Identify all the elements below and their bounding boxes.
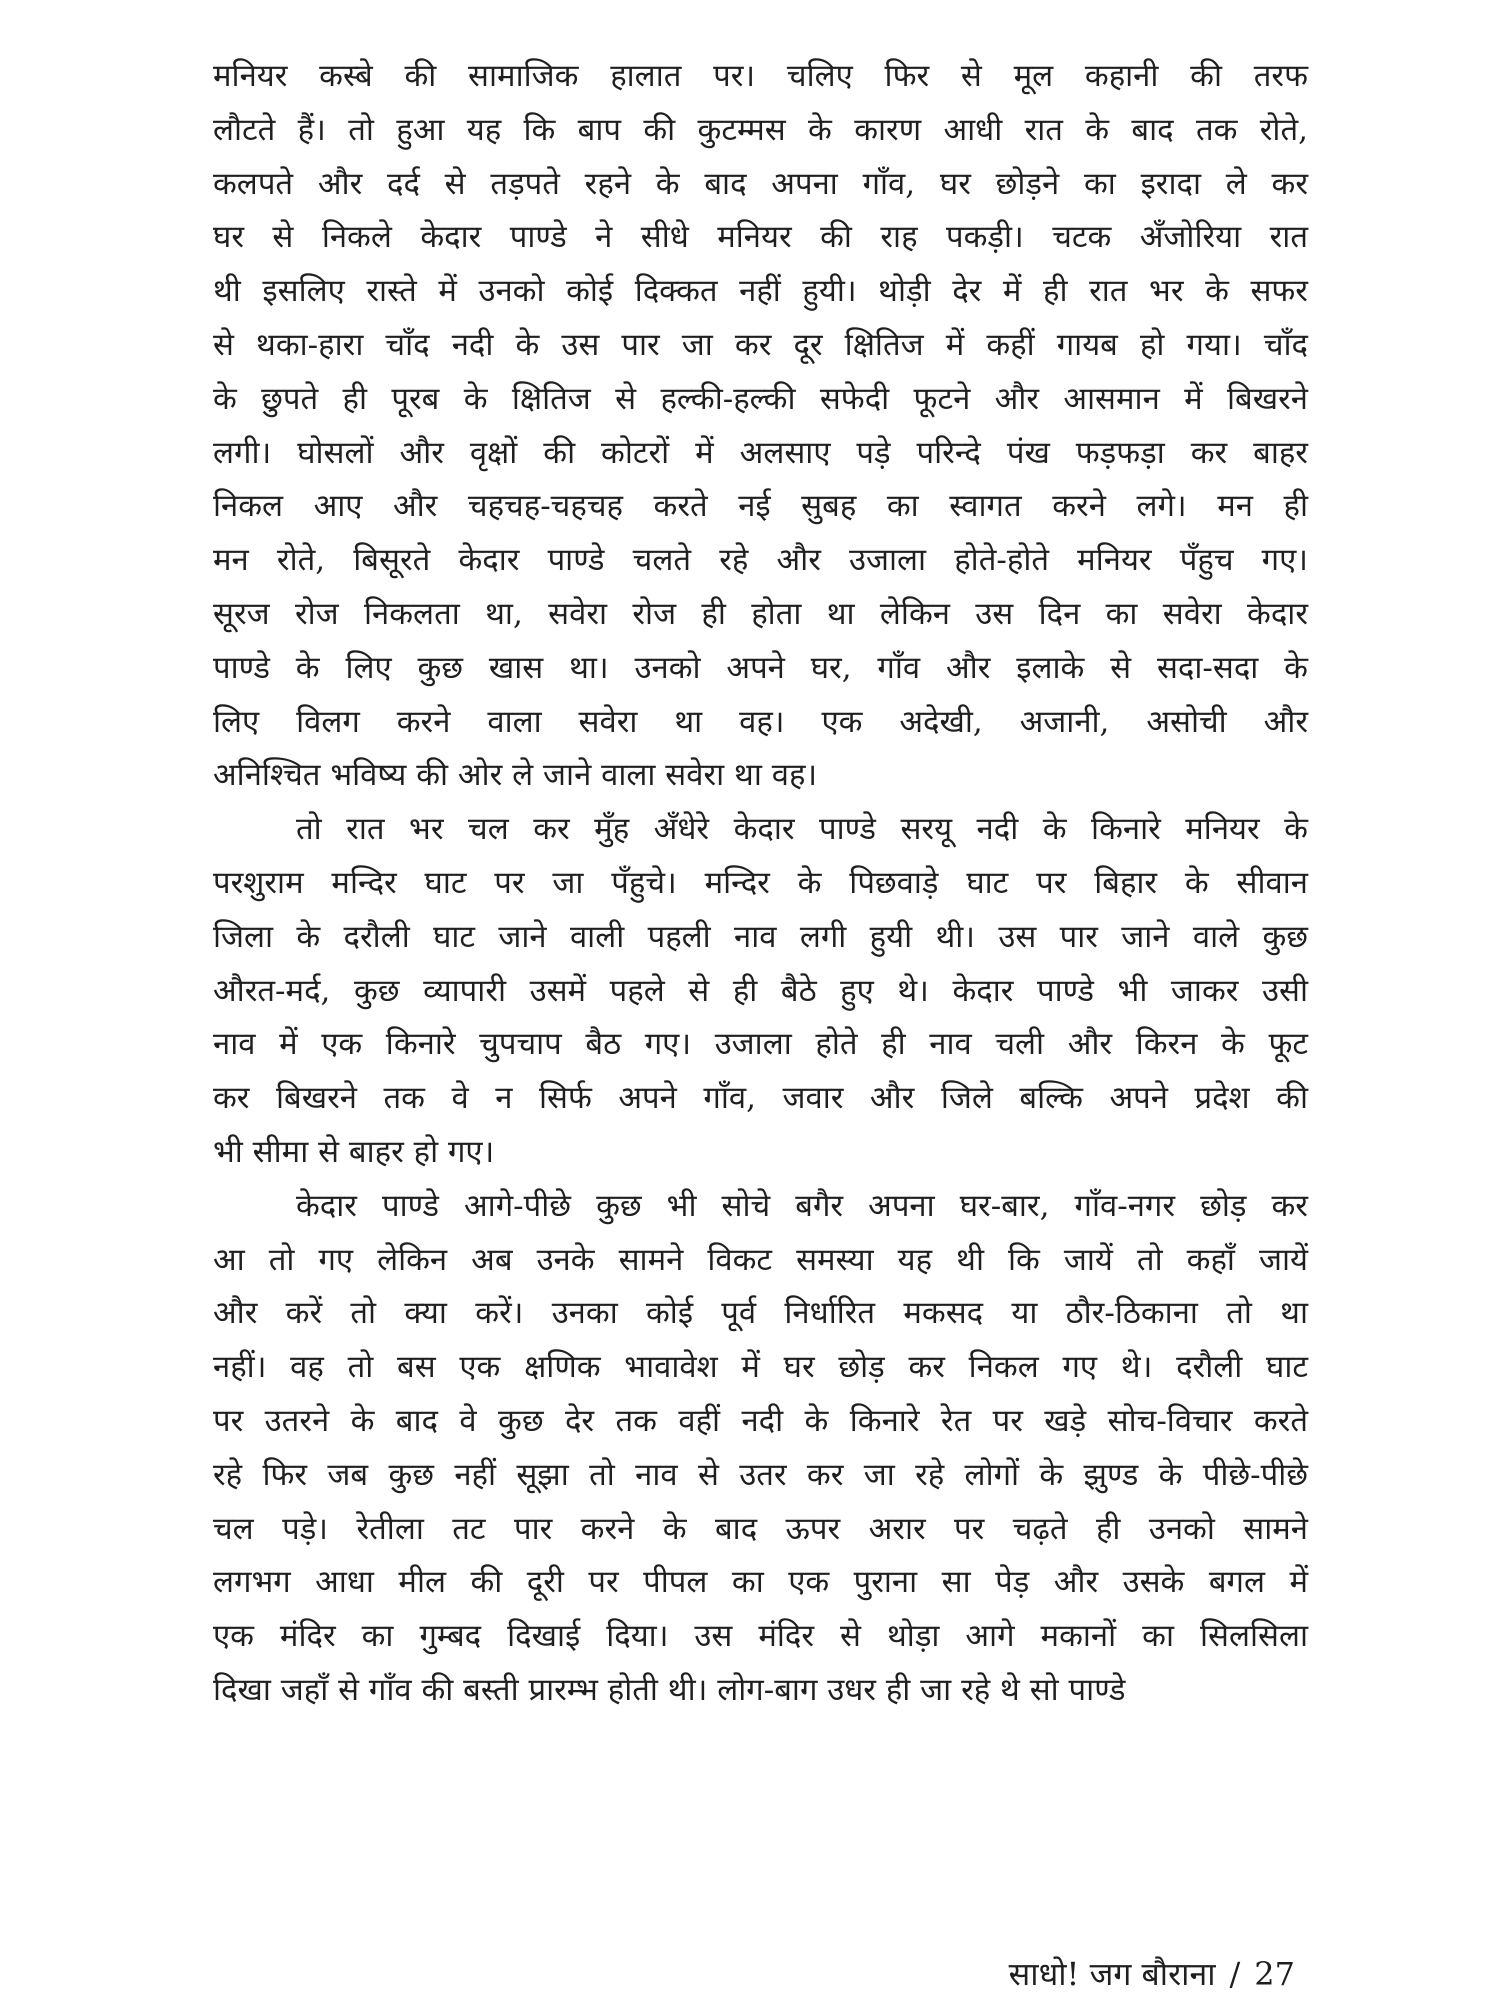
text-line: दिखा जहाँ से गाँव की बस्ती प्रारम्भ होती थी। लोग-बाग उधर ही जा रहे थे सो पाण्डे xyxy=(213,1671,1126,1708)
text-line: अनिश्चित भविष्य की ओर ले जाने वाला सवेरा था वह। xyxy=(213,757,818,794)
text-line: लगभग आधा मील की दूरी पर पीपल का एक पुराना सा पेड़ और उसके बगल में xyxy=(213,1564,1308,1601)
text-line: रहे फिर जब कुछ नहीं सूझा तो नाव से उतर कर जा रहे लोगों के झुण्ड के पीछे-पीछे xyxy=(213,1456,1308,1493)
page-footer xyxy=(1009,1954,1295,2000)
text-line: लिए विलग करने वाला सवेरा था वह। एक अदेखी, अजानी, असोची और xyxy=(213,703,1308,740)
footer-separator: / xyxy=(1229,1955,1241,1993)
text-line: थी इसलिए रास्ते में उनको कोई दिक्कत नहीं हुयी। थोड़ी देर में ही रात भर के सफर xyxy=(213,273,1308,310)
text-line: पाण्डे के लिए कुछ खास था। उनको अपने घर, गाँव और इलाके से सदा-सदा के xyxy=(213,649,1308,686)
text-line: नाव में एक किनारे चुपचाप बैठ गए। उजाला होते ही नाव चली और किरन के फूट xyxy=(213,1026,1308,1063)
text-line: पर उतरने के बाद वे कुछ देर तक वहीं नदी के किनारे रेत पर खड़े सोच-विचार करते xyxy=(213,1402,1308,1439)
text-line: मन रोते, बिसूरते केदार पाण्डे चलते रहे और उजाला होते-होते मनियर पँहुच गए। xyxy=(213,542,1308,579)
text-line: केदार पाण्डे आगे-पीछे कुछ भी सोचे बगैर अपना घर-बार, गाँव-नगर छोड़ कर xyxy=(296,1187,1308,1224)
text-line: कर बिखरने तक वे न सिर्फ अपने गाँव, जवार और जिले बल्कि अपने प्रदेश की xyxy=(213,1080,1308,1117)
paragraph xyxy=(213,803,1308,1180)
page-number: 27 xyxy=(1254,1955,1295,1993)
text-line: सूरज रोज निकलता था, सवेरा रोज ही होता था लेकिन उस दिन का सवेरा केदार xyxy=(213,595,1308,632)
text-line: के छुपते ही पूरब के क्षितिज से हल्की-हल्की सफेदी फूटने और आसमान में बिखरने xyxy=(213,380,1308,417)
text-line: औरत-मर्द, कुछ व्यापारी उसमें पहले से ही बैठे हुए थे। केदार पाण्डे भी जाकर उसी xyxy=(213,972,1308,1009)
text-line: मनियर कस्बे की सामाजिक हालात पर। चलिए फिर से मूल कहानी की तरफ xyxy=(213,58,1308,94)
text-line: भी सीमा से बाहर हो गए। xyxy=(213,1133,495,1170)
book-title: साधो! जग बौराना xyxy=(1008,1955,1216,1993)
text-line: आ तो गए लेकिन अब उनके सामने विकट समस्या यह थी कि जायें तो कहाँ जायें xyxy=(213,1241,1308,1278)
body-text xyxy=(213,50,1308,1718)
text-line: निकल आए और चहचह-चहचह करते नई सुबह का स्वागत करने लगे। मन ही xyxy=(213,488,1308,525)
text-line: जिला के दरौली घाट जाने वाली पहली नाव लगी हुयी थी। उस पार जाने वाले कुछ xyxy=(213,918,1308,955)
text-line: घर से निकले केदार पाण्डे ने सीधे मनियर की राह पकड़ी। चटक अँजोरिया रात xyxy=(213,219,1308,256)
text-line: लगी। घोसलों और वृक्षों की कोटरों में अलसाए पड़े परिन्दे पंख फड़फड़ा कर बाहर xyxy=(213,434,1308,471)
text-line: और करें तो क्या करें। उनका कोई पूर्व निर्धारित मकसद या ठौर-ठिकाना तो था xyxy=(213,1295,1308,1332)
paragraph xyxy=(213,50,1308,803)
text-line: चल पड़े। रेतीला तट पार करने के बाद ऊपर अरार पर चढ़ते ही उनको सामने xyxy=(213,1510,1308,1547)
text-line: परशुराम मन्दिर घाट पर जा पँहुचे। मन्दिर के पिछवाड़े घाट पर बिहार के सीवान xyxy=(213,864,1308,901)
text-line: तो रात भर चल कर मुँह अँधेरे केदार पाण्डे सरयू नदी के किनारे मनियर के xyxy=(296,811,1308,848)
text-line: कलपते और दर्द से तड़पते रहने के बाद अपना गाँव, घर छोड़ने का इरादा ले कर xyxy=(213,165,1308,202)
text-line: लौटते हैं। तो हुआ यह कि बाप की कुटम्मस के कारण आधी रात के बाद तक रोते, xyxy=(213,111,1308,148)
paragraph xyxy=(213,1180,1308,1718)
text-line: से थका-हारा चाँद नदी के उस पार जा कर दूर क्षितिज में कहीं गायब हो गया। चाँद xyxy=(213,326,1308,363)
text-line: एक मंदिर का गुम्बद दिखाई दिया। उस मंदिर से थोड़ा आगे मकानों का सिलसिला xyxy=(213,1618,1308,1655)
text-line: नहीं। वह तो बस एक क्षणिक भावावेश में घर छोड़ कर निकल गए थे। दरौली घाट xyxy=(213,1349,1308,1386)
